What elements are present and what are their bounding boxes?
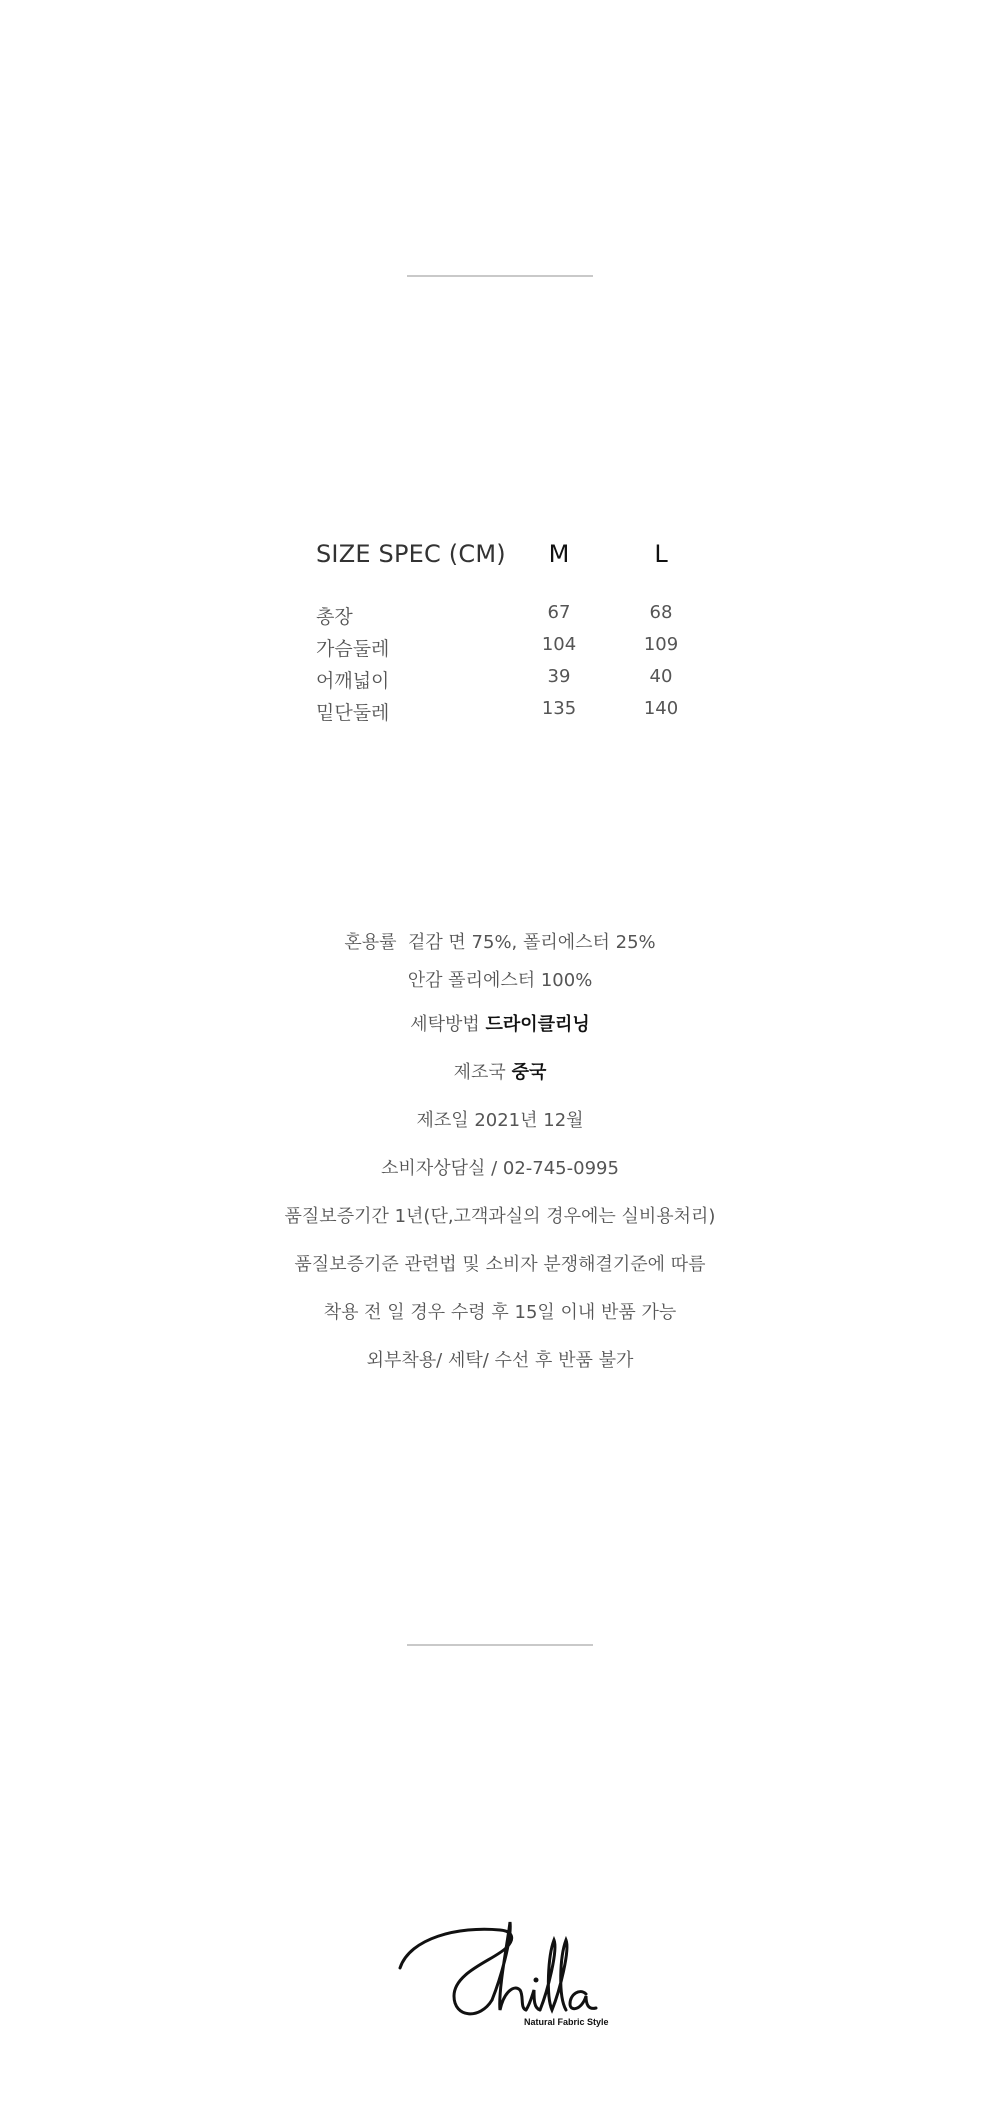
size-row-chest [316,634,716,666]
size-header-l: L [654,540,668,568]
size-value-m: 39 [547,666,571,687]
warranty-period: 품질보증기간 1년(단,고객과실의 경우에는 실비용처리) [284,1206,716,1227]
manufacture-date: 제조일 2021년 12월 [416,1110,584,1131]
size-value-l: 109 [643,634,679,655]
return-policy: 착용 전 일 경우 수령 후 15일 이내 반품 가능 [323,1302,677,1323]
size-spec-header [316,540,716,596]
composition-lining: 안감 폴리에스터 100% [407,970,593,991]
size-row-label: 가슴둘레 [316,638,390,660]
size-row-shoulder [316,666,716,698]
logo-tagline: Natural Fabric Style [524,2017,609,2027]
bottom-divider [407,1644,593,1646]
size-row-label: 밑단둘레 [316,702,390,724]
size-row-label: 총장 [316,606,353,628]
size-spec-table [316,540,716,730]
wash-label: 세탁방법 [410,1014,480,1035]
size-spec-title: SIZE SPEC (CM) [316,540,506,568]
no-return-policy: 외부착용/ 세탁/ 수선 후 반품 불가 [366,1350,634,1371]
wash-line [0,1010,1000,1036]
size-header-m: M [548,540,570,568]
size-value-m: 104 [541,634,577,655]
wash-value: 드라이클리닝 [485,1014,590,1035]
size-value-m: 135 [541,698,577,719]
warranty-standard: 품질보증기준 관련법 및 소비자 분쟁해결기준에 따름 [294,1254,706,1275]
size-row-label: 어깨넓이 [316,670,390,692]
origin-value: 중국 [511,1062,547,1083]
size-value-l: 40 [649,666,673,687]
size-value-m: 67 [547,602,571,623]
composition-outer-line [0,928,1000,954]
origin-line [0,1058,1000,1084]
size-row-hem [316,698,716,730]
origin-label: 제조국 [453,1062,506,1083]
composition-label: 혼용률 [344,932,397,953]
size-value-l: 140 [643,698,679,719]
size-value-l: 68 [649,602,673,623]
shilla-logo [388,1900,618,2030]
top-divider [407,275,593,277]
composition-outer: 겉감 면 75%, 폴리에스터 25% [407,932,656,953]
size-row-length [316,602,716,634]
customer-service: 소비자상담실 / 02-745-0995 [381,1158,619,1179]
